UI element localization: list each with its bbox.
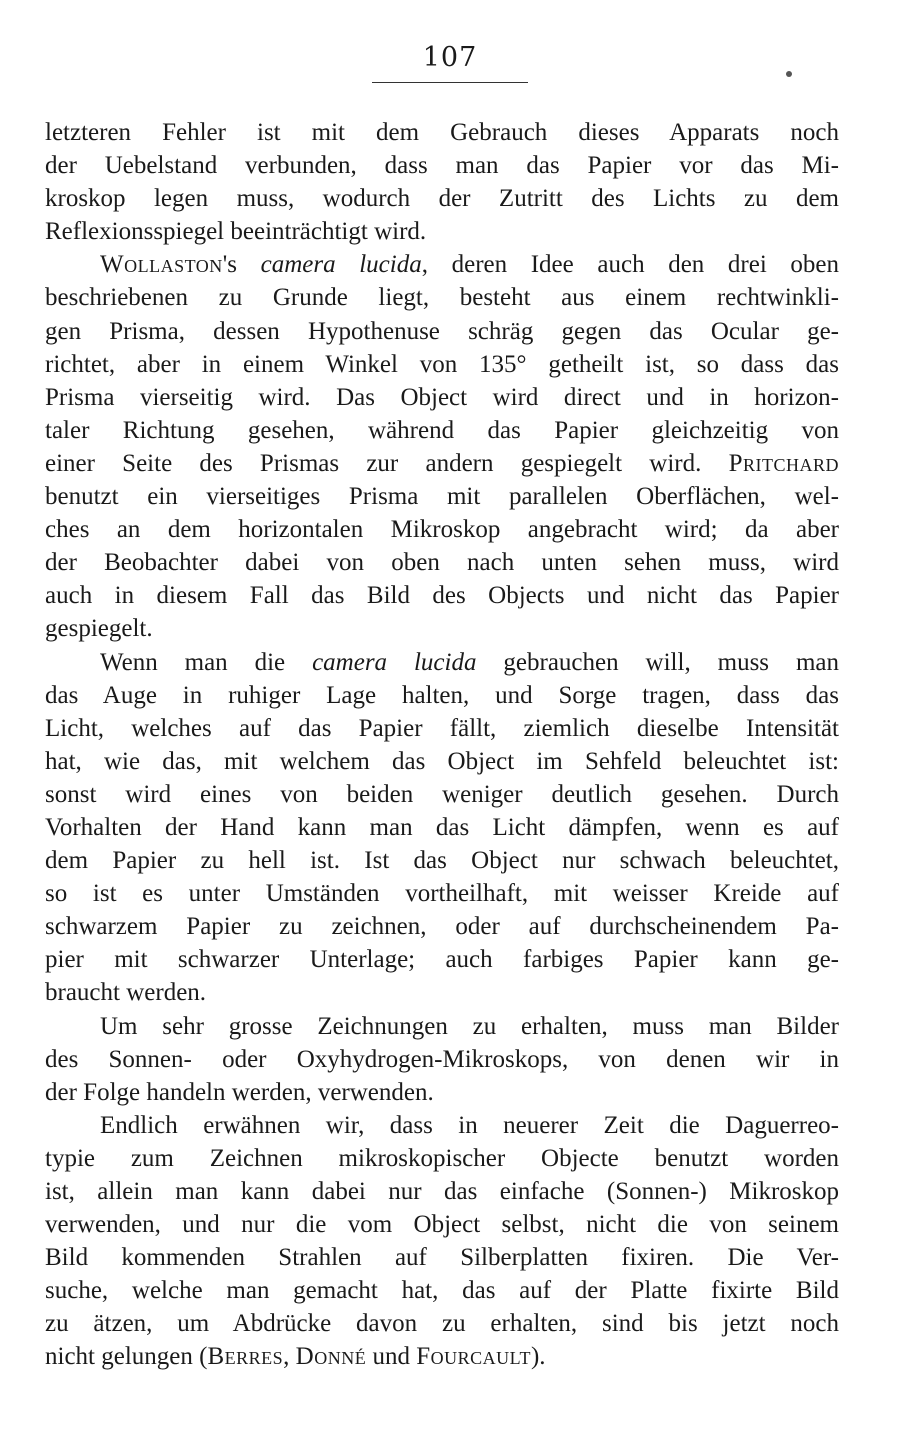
text-line [45,579,839,612]
text-run: Um sehr grosse Zeichnungen zu erhalten, muss man Bilder [100,1012,839,1040]
italic-term: camera lucida [260,251,422,279]
text-line [45,381,839,414]
text-run: benutzt ein vierseitiges Prisma mit parallelen Oberflächen, wel- [45,483,839,511]
text-line [45,745,839,778]
text-run: , [283,1343,296,1371]
author-name: Pritchard [728,449,839,477]
text-line [45,447,839,480]
text-run: das Auge in ruhiger Lage halten, und Sorge tragen, dass das [45,681,839,709]
text-run: 's [222,251,261,279]
text-run: pier mit schwarzer Unterlage; auch farbiges Papier kann ge- [45,946,839,974]
text-run: zu ätzen, um Abdrücke davon zu erhalten, sind bis jetzt noch [45,1310,839,1338]
text-run: gebrauchen will, muss man [476,648,840,676]
text-run: Licht, welches auf das Papier fällt, ziemlich dieselbe Intensität [45,714,839,742]
text-line [45,1175,839,1208]
text-run: verwenden, und nur die vom Object selbst, nicht die von seinem [45,1211,839,1239]
text-run: Vorhalten der Hand kann man das Licht dämpfen, wenn es auf [45,813,839,841]
text-line [45,910,839,943]
italic-term: camera lucida [312,648,477,676]
text-run: der Uebelstand verbunden, dass man das Papier vor das Mi- [45,152,839,180]
text-line [45,116,839,149]
page-body [45,116,839,1374]
text-line [45,1208,839,1241]
text-run: so ist es unter Umständen vortheilhaft, mit weisser Kreide auf [45,880,839,908]
text-run: kroskop legen muss, wodurch der Zutritt des Lichts zu dem [45,185,839,213]
text-line [45,1340,839,1373]
text-run: der Folge handeln werden, verwenden. [45,1078,434,1106]
text-run: richtet, aber in einem Winkel von 135° getheilt ist, so dass das [45,350,839,378]
text-line [45,546,839,579]
text-line [45,1076,839,1109]
text-run: des Sonnen- oder Oxyhydrogen-Mikroskops, von denen wir in [45,1045,839,1073]
text-run: dem Papier zu hell ist. Ist das Object nur schwach beleuchtet, [45,847,839,875]
header-rule [372,82,528,83]
text-run: Endlich erwähnen wir, dass in neuerer Zeit die Daguerreo- [100,1111,839,1139]
text-line [45,480,839,513]
text-line [45,1043,839,1076]
text-run: Reflexionsspiegel beeinträchtigt wird. [45,218,427,246]
text-line [45,612,839,645]
text-run: beschriebenen zu Grunde liegt, besteht aus einem rechtwinkli- [45,284,839,312]
text-run: hat, wie das, mit welchem das Object im Sehfeld beleuchtet ist: [45,747,839,775]
text-line [45,248,839,281]
text-line [45,315,839,348]
text-line [45,844,839,877]
print-speck [786,71,792,77]
text-run: Bild kommenden Strahlen auf Silberplatten fixiren. Die Ver- [45,1244,839,1272]
text-line [45,348,839,381]
text-line [45,1307,839,1340]
author-name: Fourcault [416,1343,531,1371]
page-number: 107 [422,42,478,73]
author-name: Wollaston [100,251,223,279]
text-run: sonst wird eines von beiden weniger deutlich gesehen. Durch [45,780,839,808]
text-line [45,943,839,976]
author-name: Berres [207,1343,284,1371]
text-line [45,778,839,811]
text-run: ches an dem horizontalen Mikroskop angebracht wird; da aber [45,516,839,544]
paragraph [45,248,839,645]
paragraph [45,116,839,248]
text-line [45,215,839,248]
text-line [45,281,839,314]
text-run: letzteren Fehler ist mit dem Gebrauch dieses Apparats noch [45,119,839,146]
text-line [45,1274,839,1307]
text-line [45,1010,839,1043]
text-run: Prisma vierseitig wird. Das Object wird direct und in horizon- [45,383,839,411]
text-line [45,646,839,679]
text-run: gespiegelt. [45,615,153,643]
text-line [45,149,839,182]
author-name: Donné [295,1343,367,1371]
text-run: typie zum Zeichnen mikroskopischer Objecte benutzt worden [45,1144,839,1172]
text-line [45,1241,839,1274]
text-line [45,513,839,546]
paragraph [45,1109,839,1374]
text-run: schwarzem Papier zu zeichnen, oder auf durchscheinendem Pa- [45,913,839,941]
text-line [45,976,839,1009]
text-run: Wenn man die [100,648,313,676]
text-run: der Beobachter dabei von oben nach unten sehen muss, wird [45,549,839,577]
paragraph [45,1010,839,1109]
text-line [45,182,839,215]
text-run: und [366,1343,417,1371]
text-run: ist, allein man kann dabei nur das einfache (Sonnen-) Mikroskop [45,1178,839,1205]
text-line [45,1142,839,1175]
text-line [45,877,839,910]
text-line [45,414,839,447]
paragraph [45,646,839,1010]
text-run: taler Richtung gesehen, während das Papier gleichzeitig von [45,416,839,444]
text-run: ). [530,1343,546,1371]
text-line [45,679,839,712]
text-line [45,712,839,745]
text-run: nicht gelungen ( [45,1343,208,1371]
text-run: einer Seite des Prismas zur andern gespiegelt wird. [45,449,729,477]
text-line [45,811,839,844]
text-run: , deren Idee auch den drei oben [421,251,839,279]
text-run: gen Prisma, dessen Hypothenuse schräg gegen das Ocular ge- [45,317,839,345]
text-run: auch in diesem Fall das Bild des Objects und nicht das Papier [45,582,839,610]
text-run: braucht werden. [45,979,207,1007]
text-line [45,1109,839,1142]
text-run: suche, welche man gemacht hat, das auf der Platte fixirte Bild [45,1277,839,1305]
